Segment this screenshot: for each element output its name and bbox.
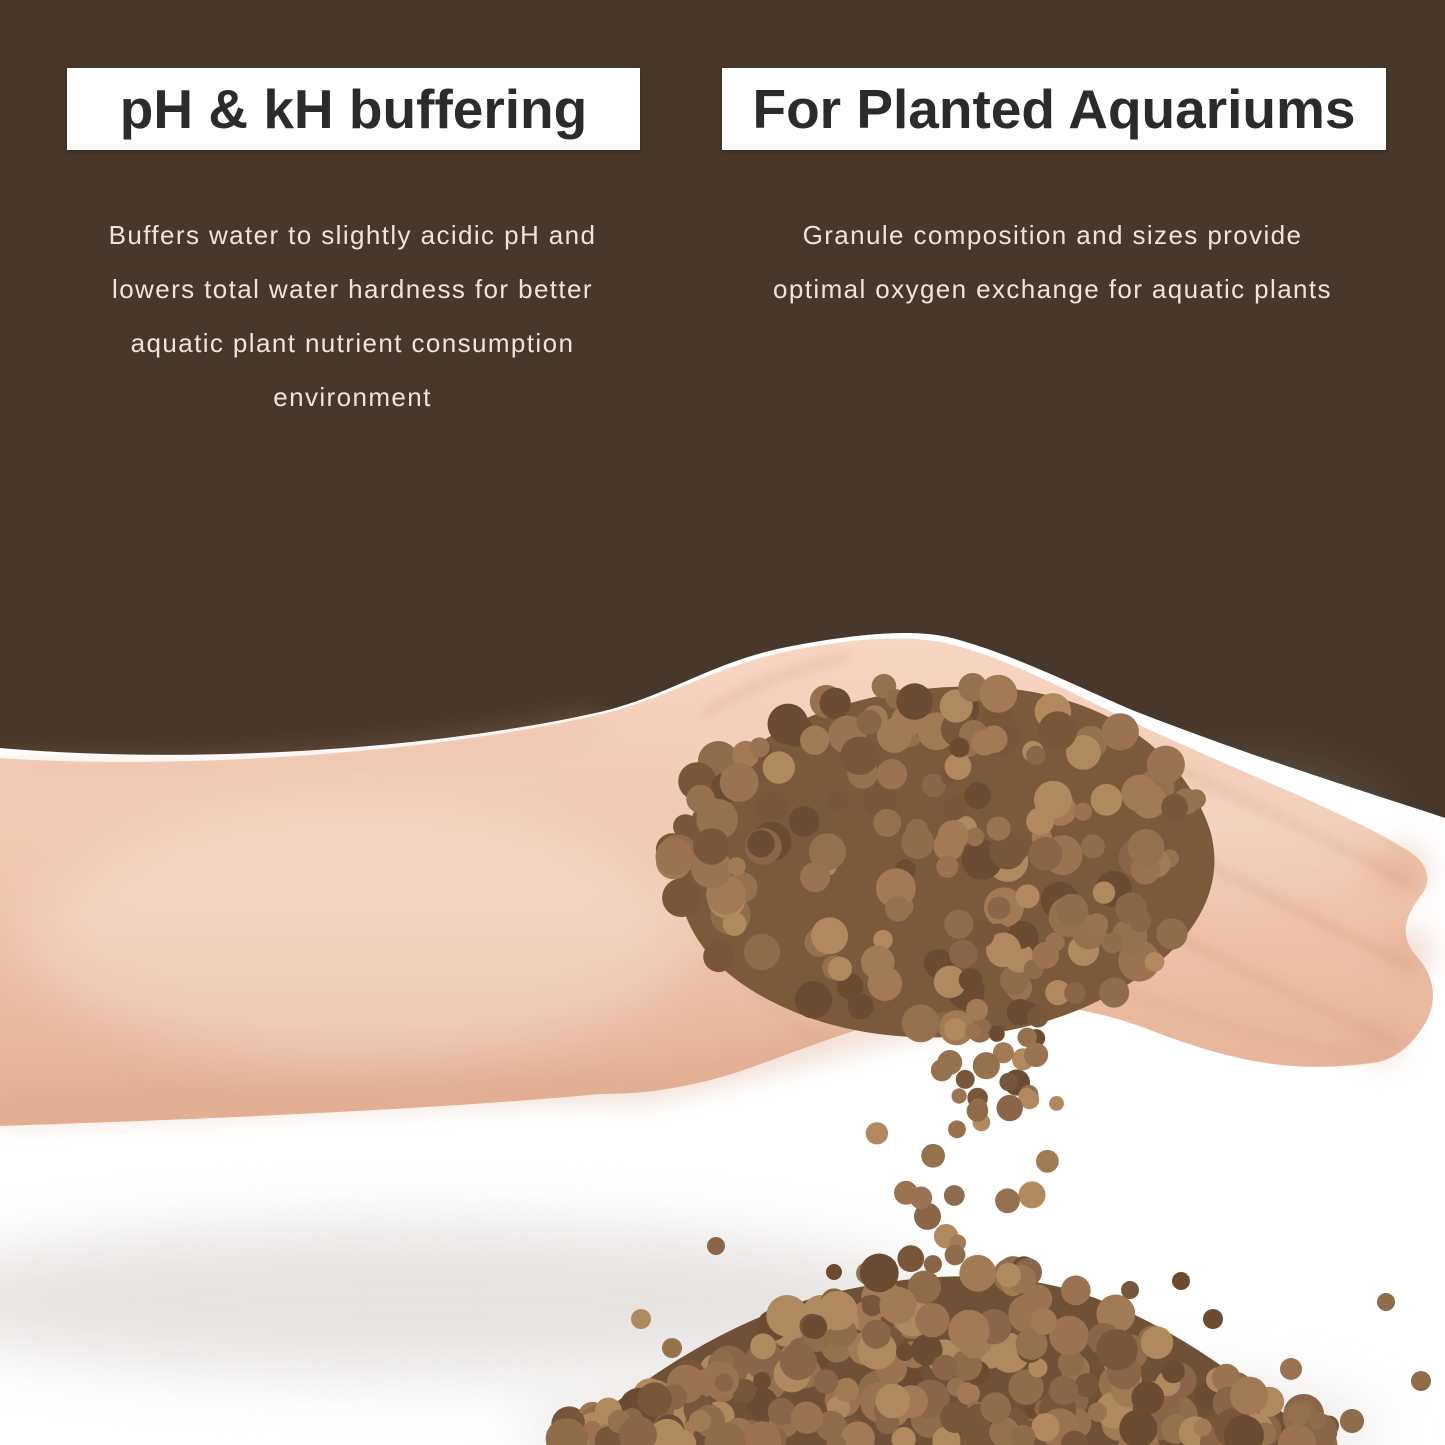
granule: [749, 737, 769, 757]
granule: [877, 718, 912, 753]
granule: [756, 791, 787, 822]
granule: [1121, 1281, 1139, 1299]
granule: [1036, 1150, 1059, 1173]
granule: [693, 828, 729, 864]
granule: [828, 957, 852, 981]
granule: [1045, 932, 1064, 951]
granule: [795, 981, 833, 1019]
granule: [902, 1005, 940, 1043]
granule: [1038, 711, 1077, 750]
right-headline-text: For Planted Aquariums: [752, 78, 1356, 140]
granule: [662, 878, 701, 917]
granule: [986, 817, 1010, 841]
granule: [1093, 881, 1115, 903]
granule: [1132, 784, 1167, 819]
granule: [979, 675, 1017, 713]
left-description: [35, 208, 670, 424]
left-headline-text: pH & kH buffering: [119, 78, 588, 140]
granule: [952, 1088, 967, 1103]
granule: [1024, 1043, 1048, 1067]
granule: [750, 1333, 776, 1359]
granule: [686, 785, 715, 814]
granule: [1075, 1373, 1099, 1397]
granule: [945, 1245, 966, 1266]
granule: [948, 1120, 966, 1138]
granule: [840, 737, 878, 775]
granule: [950, 738, 970, 758]
granule: [1027, 1006, 1048, 1027]
granule: [999, 1073, 1017, 1091]
left-headline-badge: [67, 68, 640, 150]
granule: [1032, 1413, 1060, 1441]
granule: [1280, 1358, 1302, 1380]
granule: [1128, 829, 1165, 866]
granule: [876, 1384, 911, 1419]
granule: [944, 1018, 966, 1040]
granule: [932, 1355, 958, 1381]
granule: [747, 830, 774, 857]
granule: [967, 1100, 989, 1122]
granule: [1019, 1181, 1046, 1208]
granule: [989, 1026, 1005, 1042]
granule: [1145, 952, 1165, 972]
granule: [995, 1188, 1020, 1213]
granule: [944, 1185, 965, 1206]
granule: [868, 966, 903, 1001]
granule: [877, 759, 907, 789]
granule: [826, 1264, 842, 1280]
granule: [862, 1320, 891, 1349]
granule: [906, 819, 928, 841]
granule: [1377, 1293, 1395, 1311]
granule: [1162, 1360, 1185, 1383]
granule: [763, 751, 795, 783]
granule: [1049, 1096, 1064, 1111]
granule: [860, 1254, 899, 1293]
granule: [1161, 794, 1188, 821]
granule: [936, 856, 958, 878]
granule: [896, 1343, 914, 1361]
granule: [1172, 1272, 1190, 1290]
granule: [924, 1255, 942, 1273]
granule: [965, 1024, 981, 1040]
granule: [940, 1402, 971, 1433]
granule: [780, 1343, 817, 1380]
granule: [1130, 910, 1152, 932]
granule: [959, 968, 982, 991]
description-line: lowers total water hardness for better: [112, 274, 593, 304]
granule: [896, 683, 933, 720]
granule: [715, 1373, 733, 1391]
granule: [971, 730, 997, 756]
granule: [988, 897, 1011, 920]
granule: [956, 1070, 975, 1089]
granule: [707, 1237, 725, 1255]
granule: [894, 1181, 918, 1205]
granule: [1186, 789, 1206, 809]
granule: [921, 1144, 945, 1168]
granule: [996, 1263, 1021, 1288]
granule: [944, 910, 973, 939]
right-headline-badge: [722, 68, 1386, 150]
description-line: Buffers water to slightly acidic pH and: [108, 220, 597, 250]
granule: [1074, 803, 1092, 821]
granule: [803, 1315, 828, 1340]
granule: [689, 1410, 711, 1432]
description-line: optimal oxygen exchange for aquatic plants: [773, 274, 1332, 304]
granule: [814, 1369, 839, 1394]
granule: [879, 1287, 916, 1324]
granule: [703, 941, 734, 972]
granule: [753, 1372, 771, 1390]
granule: [1085, 913, 1108, 936]
granule: [1026, 807, 1054, 835]
granule: [931, 1059, 953, 1081]
granule: [1064, 982, 1085, 1003]
granule: [1340, 1409, 1364, 1433]
granule: [1203, 1309, 1223, 1329]
granule: [873, 809, 901, 837]
granule: [948, 1310, 990, 1352]
granule: [791, 1402, 823, 1434]
granule: [1088, 1403, 1107, 1422]
granule: [820, 688, 851, 719]
granule: [800, 862, 830, 892]
granule: [1147, 746, 1185, 784]
granule: [637, 1382, 671, 1416]
right-description: [725, 208, 1380, 316]
granule: [1029, 837, 1063, 871]
granule: [768, 1398, 795, 1425]
granule: [1411, 1371, 1431, 1391]
granule: [656, 838, 694, 876]
granule: [1194, 1419, 1212, 1437]
granule: [897, 1245, 924, 1272]
granule: [1081, 835, 1105, 859]
granule: [744, 934, 780, 970]
granule: [1288, 1403, 1310, 1425]
granule: [1026, 746, 1045, 765]
granule: [631, 1309, 651, 1329]
granule: [1099, 978, 1129, 1008]
granule: [1308, 1412, 1326, 1430]
granule: [1141, 1326, 1174, 1359]
granule: [1061, 1276, 1091, 1306]
granule: [949, 940, 977, 968]
granule: [997, 1095, 1023, 1121]
granule: [964, 782, 991, 809]
granule: [720, 763, 759, 802]
granule: [857, 710, 882, 735]
granule: [980, 1392, 1011, 1423]
granule: [959, 1255, 996, 1292]
granule: [866, 1122, 888, 1144]
granule: [1131, 1381, 1164, 1414]
description-line: environment: [273, 382, 432, 412]
description-line: Granule composition and sizes provide: [802, 220, 1303, 250]
granule: [662, 1338, 682, 1358]
granule: [973, 1052, 1000, 1079]
granule: [1056, 894, 1088, 926]
granule: [1156, 918, 1187, 949]
description-line: aquatic plant nutrient consumption: [130, 328, 575, 358]
granule: [728, 857, 746, 875]
granule: [1091, 784, 1123, 816]
granule: [938, 820, 969, 851]
granule: [1096, 1329, 1137, 1370]
granule: [1102, 713, 1139, 750]
granule: [915, 1303, 949, 1337]
granule: [1030, 1308, 1057, 1335]
granule: [1016, 884, 1040, 908]
granule: [1049, 1376, 1078, 1405]
granule: [943, 797, 966, 820]
granule: [800, 726, 829, 755]
granule: [1230, 1377, 1268, 1415]
granule: [885, 896, 910, 921]
granule: [811, 917, 848, 954]
granule: [829, 791, 849, 811]
granule: [789, 806, 820, 837]
